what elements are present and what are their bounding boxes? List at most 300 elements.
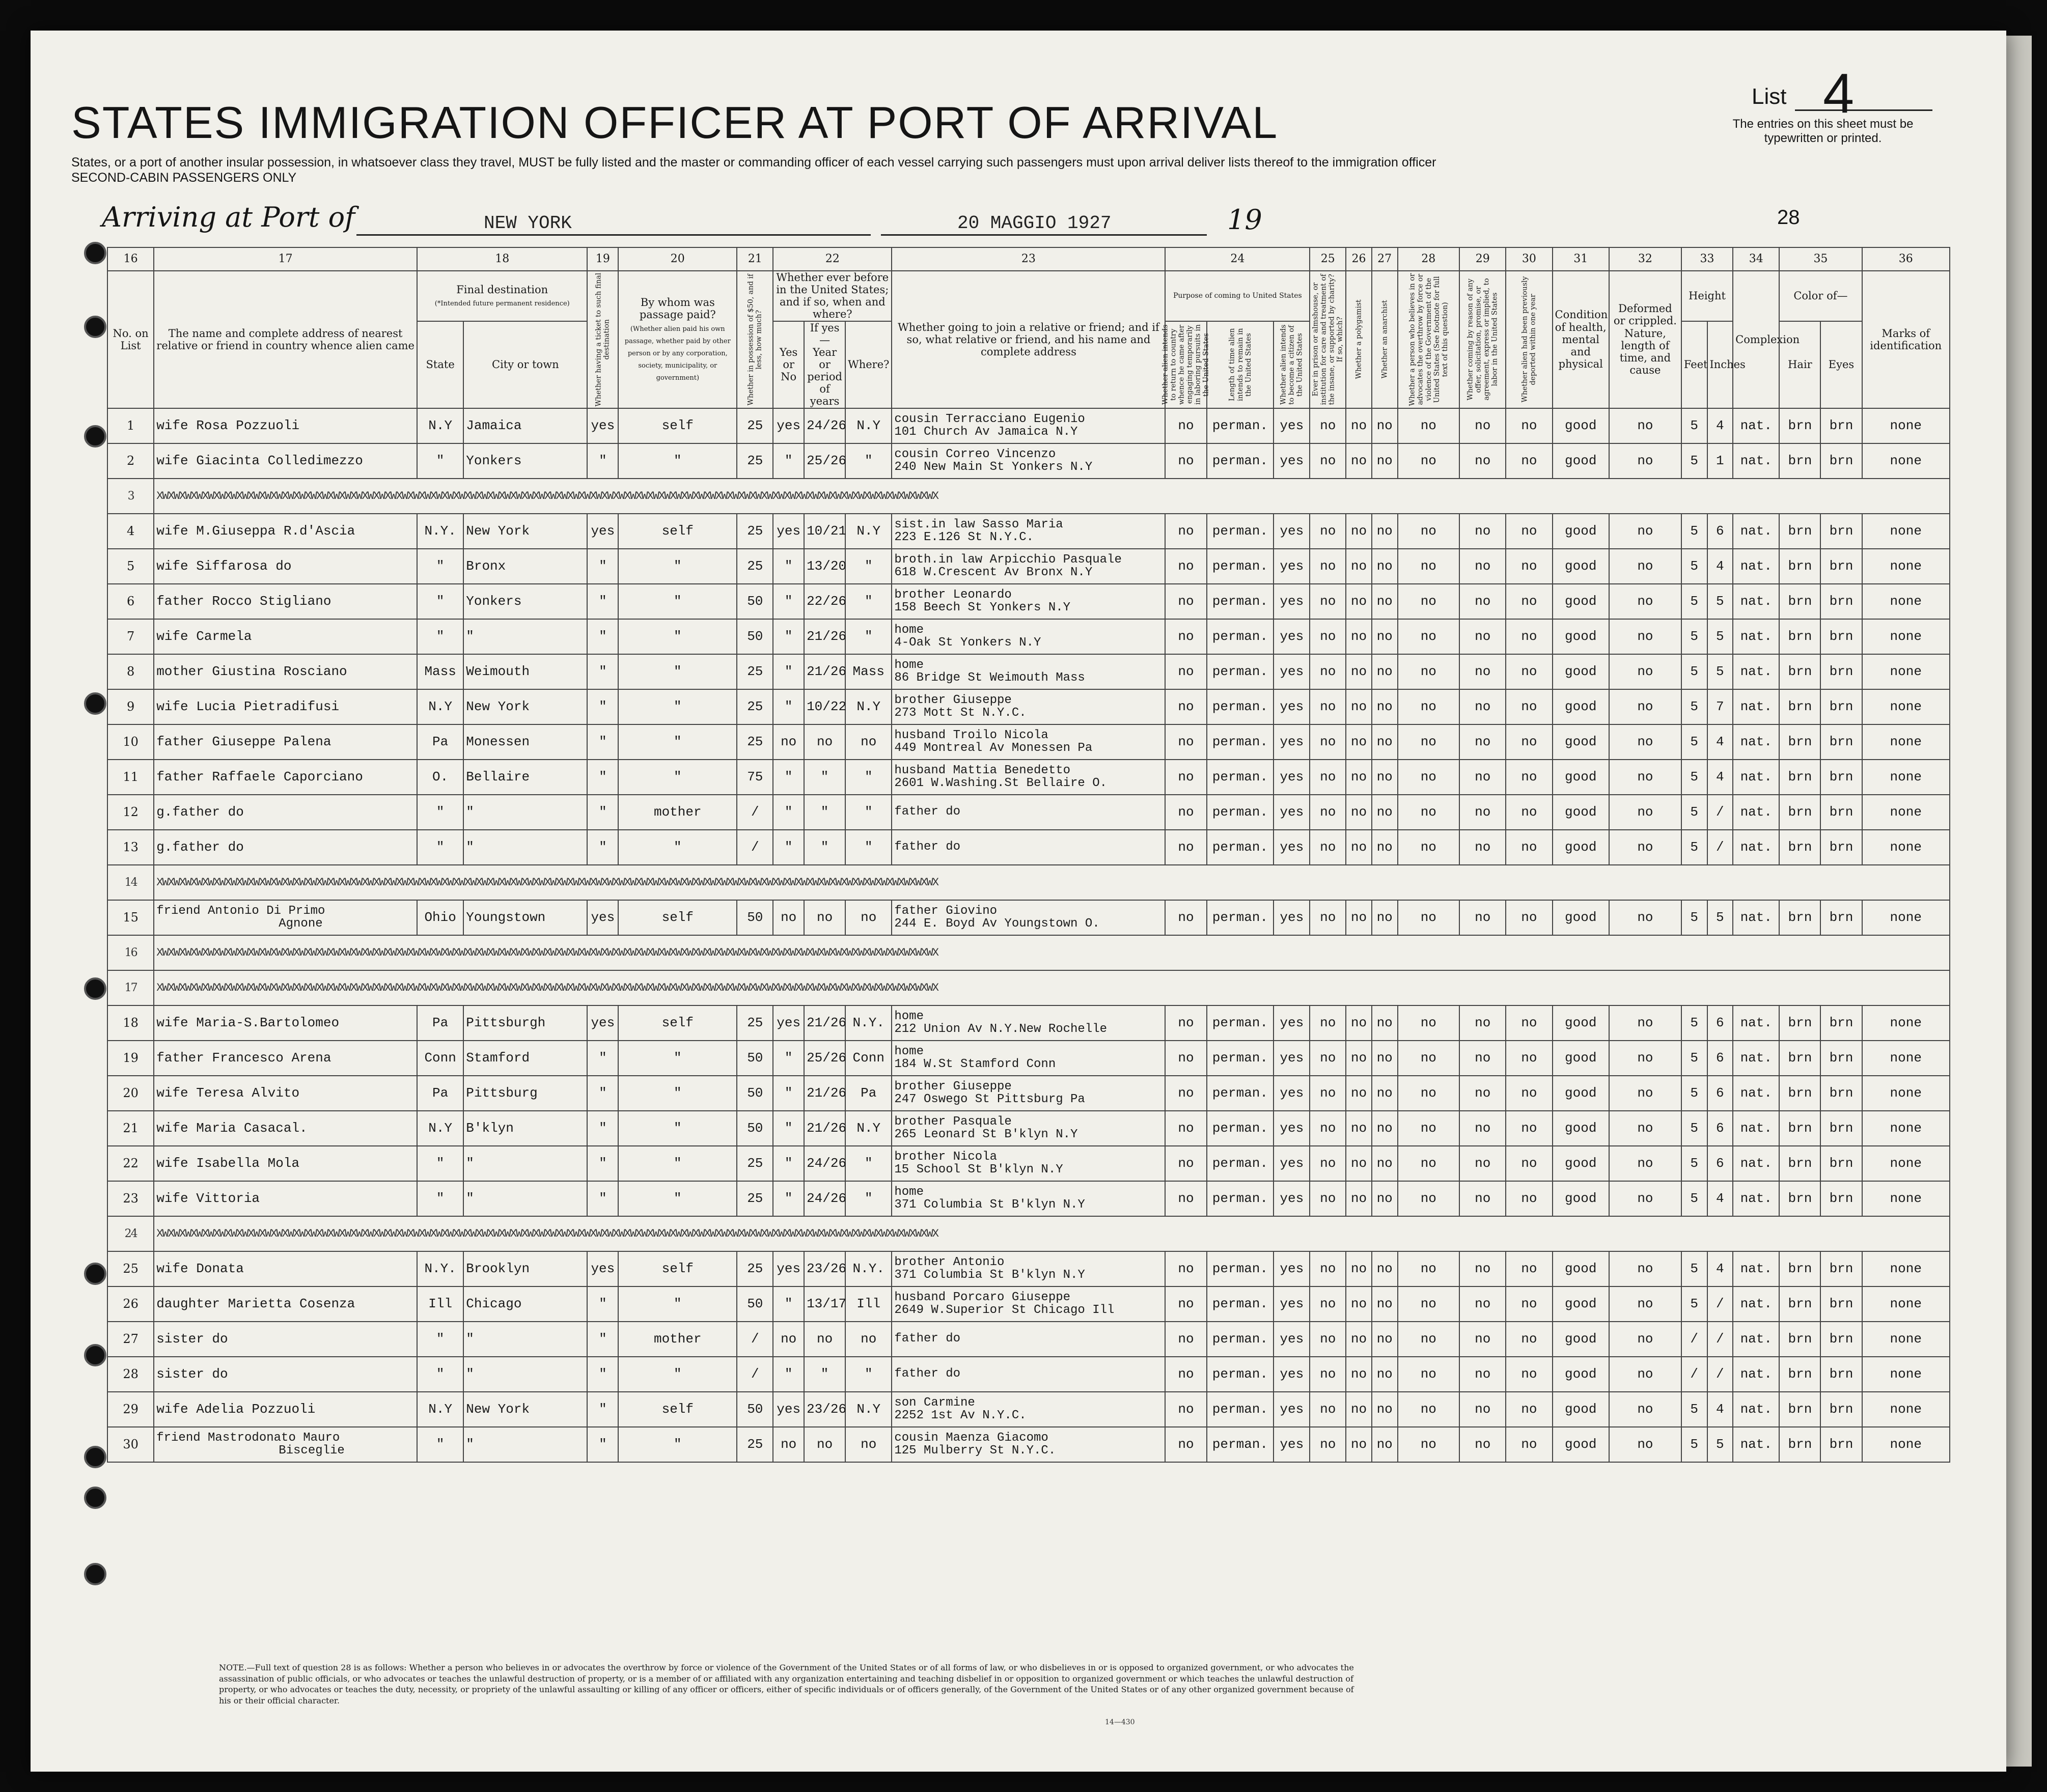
header-relative: The name and complete address of nearest relative or friend in country whence alien came xyxy=(154,271,417,408)
before-period-cell: 21/26 xyxy=(804,1005,845,1041)
length-cell: perman. xyxy=(1207,689,1274,724)
date-underline xyxy=(881,234,1207,236)
length-cell: perman. xyxy=(1207,1181,1274,1216)
eyes-cell: brn xyxy=(1820,549,1862,584)
anarchist-cell: no xyxy=(1372,443,1398,479)
return-cell: no xyxy=(1165,1427,1206,1462)
colnum: 19 xyxy=(587,247,618,271)
header-health: Condition of health, mental and physical xyxy=(1553,271,1609,408)
feet-cell: 5 xyxy=(1681,1076,1707,1111)
passage-label: By whom was passage paid? xyxy=(639,296,716,321)
eyes-cell: brn xyxy=(1820,514,1862,549)
feet-cell: 5 xyxy=(1681,619,1707,654)
table-row xyxy=(107,1357,1950,1392)
q29-cell: no xyxy=(1459,1076,1506,1111)
marks-cell: none xyxy=(1862,1251,1950,1286)
passage-cell: " xyxy=(618,1181,737,1216)
relative-cell: father Giuseppe Palena xyxy=(154,724,417,760)
citizen-cell: yes xyxy=(1274,549,1310,584)
table-row xyxy=(107,654,1950,689)
feet-cell: 5 xyxy=(1681,654,1707,689)
deformed-cell: no xyxy=(1609,1427,1681,1462)
state-cell: Pa xyxy=(417,1076,463,1111)
joining-name: husband Troilo Nicola xyxy=(894,728,1048,742)
colnum: 29 xyxy=(1459,247,1506,271)
complexion-cell: nat. xyxy=(1733,443,1779,479)
relative-cell: g.father do xyxy=(154,830,417,865)
marks-cell: none xyxy=(1862,1427,1950,1462)
joining-cell xyxy=(892,1251,1165,1286)
inches-cell: 6 xyxy=(1707,1146,1733,1181)
colnum: 26 xyxy=(1346,247,1372,271)
header-color-of: Color of— xyxy=(1779,271,1862,321)
row-number: 9 xyxy=(107,689,154,724)
row-number: 6 xyxy=(107,584,154,619)
money-cell: 25 xyxy=(737,1427,773,1462)
ticket-cell: yes xyxy=(587,1005,618,1041)
header-purpose: Purpose of coming to United States xyxy=(1165,271,1310,321)
deformed-cell: no xyxy=(1609,724,1681,760)
ticket-cell: yes xyxy=(587,1251,618,1286)
polygamist-cell: no xyxy=(1346,408,1372,443)
colnum: 34 xyxy=(1733,247,1779,271)
money-cell: 50 xyxy=(737,584,773,619)
health-cell: good xyxy=(1553,443,1609,479)
joining-name: cousin Maenza Giacomo xyxy=(894,1431,1048,1445)
row-number: 4 xyxy=(107,514,154,549)
hair-cell: brn xyxy=(1779,1427,1820,1462)
joining-cell xyxy=(892,443,1165,479)
length-cell: perman. xyxy=(1207,1392,1274,1427)
row-number: 22 xyxy=(107,1146,154,1181)
joining-cell xyxy=(892,549,1165,584)
q30-cell: no xyxy=(1506,619,1552,654)
citizen-cell: yes xyxy=(1274,443,1310,479)
manifest-body xyxy=(107,408,1950,1462)
polygamist-cell: no xyxy=(1346,1041,1372,1076)
q29-cell: no xyxy=(1459,1392,1506,1427)
city-cell: " xyxy=(463,830,587,865)
ticket-cell: " xyxy=(587,830,618,865)
colnum: 20 xyxy=(618,247,737,271)
eyes-cell: brn xyxy=(1820,1427,1862,1462)
health-cell: good xyxy=(1553,1146,1609,1181)
citizen-cell: yes xyxy=(1274,1076,1310,1111)
passage-cell: self xyxy=(618,514,737,549)
passage-note: (Whether alien paid his own passage, whether paid by other person or by any corporation, society, municipality, or government) xyxy=(624,325,731,382)
before-yes-no-cell: yes xyxy=(773,1251,804,1286)
hair-cell: brn xyxy=(1779,654,1820,689)
money-cell: 50 xyxy=(737,1041,773,1076)
inches-cell: 6 xyxy=(1707,514,1733,549)
polygamist-cell: no xyxy=(1346,1322,1372,1357)
city-cell: Pittsburg xyxy=(463,1076,587,1111)
before-yes-no-cell: " xyxy=(773,1286,804,1322)
q29-cell: no xyxy=(1459,1251,1506,1286)
complexion-cell: nat. xyxy=(1733,1322,1779,1357)
marks-cell: none xyxy=(1862,900,1950,935)
joining-name: father do xyxy=(894,805,960,819)
hair-cell: brn xyxy=(1779,408,1820,443)
citizen-cell: yes xyxy=(1274,900,1310,935)
feet-cell: 5 xyxy=(1681,689,1707,724)
list-label: List xyxy=(1752,84,1787,109)
health-cell: good xyxy=(1553,514,1609,549)
eyes-cell: brn xyxy=(1820,724,1862,760)
relative-line: friend Mastrodonato Mauro xyxy=(156,1431,340,1445)
table-row xyxy=(107,935,1950,970)
row-number: 3 xyxy=(107,479,154,514)
city-cell: " xyxy=(463,1322,587,1357)
deformed-cell: no xyxy=(1609,689,1681,724)
return-cell: no xyxy=(1165,1041,1206,1076)
complexion-cell: nat. xyxy=(1733,900,1779,935)
marks-cell: none xyxy=(1862,443,1950,479)
row-number: 29 xyxy=(107,1392,154,1427)
q30-cell: no xyxy=(1506,1427,1552,1462)
before-where-cell: N.Y. xyxy=(845,1005,892,1041)
joining-address: 244 E. Boyd Av Youngstown O. xyxy=(894,917,1100,931)
relative-cell: wife M.Giuseppa R.d'Ascia xyxy=(154,514,417,549)
polygamist-cell: no xyxy=(1346,724,1372,760)
health-cell: good xyxy=(1553,584,1609,619)
feet-cell: 5 xyxy=(1681,724,1707,760)
before-yes-no-cell: no xyxy=(773,900,804,935)
before-yes-no-cell: " xyxy=(773,795,804,830)
ticket-cell: " xyxy=(587,689,618,724)
joining-address: 101 Church Av Jamaica N.Y xyxy=(894,425,1078,439)
prison-cell: no xyxy=(1310,654,1346,689)
deformed-cell: no xyxy=(1609,443,1681,479)
q30-cell: no xyxy=(1506,584,1552,619)
money-cell: 25 xyxy=(737,549,773,584)
q28-cell: no xyxy=(1398,1041,1460,1076)
feet-cell: / xyxy=(1681,1357,1707,1392)
marks-cell: none xyxy=(1862,1286,1950,1322)
polygamist-cell: no xyxy=(1346,584,1372,619)
row-number: 13 xyxy=(107,830,154,865)
row-number: 15 xyxy=(107,900,154,935)
q28-cell: no xyxy=(1398,1005,1460,1041)
marks-cell: none xyxy=(1862,1111,1950,1146)
relative-cell: wife Rosa Pozzuoli xyxy=(154,408,417,443)
colnum: 32 xyxy=(1609,247,1681,271)
complexion-cell: nat. xyxy=(1733,514,1779,549)
q29-cell: no xyxy=(1459,584,1506,619)
money-cell: 50 xyxy=(737,900,773,935)
state-cell: " xyxy=(417,795,463,830)
q28-cell: no xyxy=(1398,1322,1460,1357)
relative-cell: wife Adelia Pozzuoli xyxy=(154,1392,417,1427)
table-row xyxy=(107,1216,1950,1251)
health-cell: good xyxy=(1553,408,1609,443)
citizen-cell: yes xyxy=(1274,619,1310,654)
return-cell: no xyxy=(1165,584,1206,619)
header-period xyxy=(804,321,845,408)
joining-name: father Giovino xyxy=(894,904,998,918)
row-number: 23 xyxy=(107,1181,154,1216)
marks-cell: none xyxy=(1862,689,1950,724)
struck-out-entry: XWXWXWXWXWXWXWXWXWXWXWXWXWXWXWXWXWXWXWXWXWXWXWXWXWXWXWXWXWXWXWXWXWXWXWXWXWXWXWXWXWXWXWXWXWXWXWXWXWXWXWXWXWXWXWXWXWXWXWXWXWXWXWXWXWXWXWXWX xyxy=(154,970,1950,1005)
arriving-label: Arriving at Port of xyxy=(102,201,355,233)
money-cell: 75 xyxy=(737,760,773,795)
polygamist-cell: no xyxy=(1346,900,1372,935)
hair-cell: brn xyxy=(1779,1357,1820,1392)
joining-cell xyxy=(892,1041,1165,1076)
state-cell: O. xyxy=(417,760,463,795)
prison-cell: no xyxy=(1310,1005,1346,1041)
before-period-cell: " xyxy=(804,830,845,865)
eyes-cell: brn xyxy=(1820,1111,1862,1146)
struck-out-entry: XWXWXWXWXWXWXWXWXWXWXWXWXWXWXWXWXWXWXWXWXWXWXWXWXWXWXWXWXWXWXWXWXWXWXWXWXWXWXWXWXWXWXWXWXWXWXWXWXWXWXWXWXWXWXWXWXWXWXWXWXWXWXWXWXWXWXWXWX xyxy=(154,865,1950,900)
port-underline xyxy=(356,234,871,236)
return-cell: no xyxy=(1165,830,1206,865)
length-cell: perman. xyxy=(1207,1076,1274,1111)
prison-cell: no xyxy=(1310,1111,1346,1146)
money-cell: 50 xyxy=(737,1286,773,1322)
q30-cell: no xyxy=(1506,1322,1552,1357)
q29-cell: no xyxy=(1459,514,1506,549)
length-cell: perman. xyxy=(1207,1005,1274,1041)
citizen-cell: yes xyxy=(1274,795,1310,830)
relative-cell: father Rocco Stigliano xyxy=(154,584,417,619)
table-row xyxy=(107,1005,1950,1041)
city-cell: " xyxy=(463,795,587,830)
health-cell: good xyxy=(1553,549,1609,584)
prison-cell: no xyxy=(1310,1427,1346,1462)
complexion-cell: nat. xyxy=(1733,1392,1779,1427)
prison-cell: no xyxy=(1310,689,1346,724)
health-cell: good xyxy=(1553,654,1609,689)
before-where-cell: no xyxy=(845,900,892,935)
q28-cell: no xyxy=(1398,514,1460,549)
eyes-cell: brn xyxy=(1820,1041,1862,1076)
joining-name: cousin Correo Vincenzo xyxy=(894,447,1056,461)
before-where-cell: Conn xyxy=(845,1041,892,1076)
q29-cell: no xyxy=(1459,1286,1506,1322)
q30-cell: no xyxy=(1506,689,1552,724)
table-row xyxy=(107,619,1950,654)
citizen-cell: yes xyxy=(1274,1392,1310,1427)
eyes-cell: brn xyxy=(1820,1286,1862,1322)
health-cell: good xyxy=(1553,795,1609,830)
joining-name: home xyxy=(894,623,924,637)
return-cell: no xyxy=(1165,689,1206,724)
eyes-cell: brn xyxy=(1820,619,1862,654)
table-row xyxy=(107,514,1950,549)
anarchist-cell: no xyxy=(1372,619,1398,654)
header-before-in-us: Whether ever before in the United States; and if so, when and where? xyxy=(773,271,892,321)
citizen-cell: yes xyxy=(1274,689,1310,724)
passage-cell: " xyxy=(618,654,737,689)
hair-cell: brn xyxy=(1779,724,1820,760)
money-cell: 50 xyxy=(737,619,773,654)
header-marks: Marks of identification xyxy=(1862,271,1950,408)
ticket-cell: " xyxy=(587,443,618,479)
relative-cell: sister do xyxy=(154,1357,417,1392)
eyes-cell: brn xyxy=(1820,1005,1862,1041)
before-yes-no-cell: " xyxy=(773,654,804,689)
complexion-cell: nat. xyxy=(1733,1286,1779,1322)
citizen-cell: yes xyxy=(1274,654,1310,689)
ticket-cell: " xyxy=(587,724,618,760)
ticket-cell: " xyxy=(587,1322,618,1357)
before-period-cell: 21/26 xyxy=(804,1111,845,1146)
eyes-cell: brn xyxy=(1820,1146,1862,1181)
citizen-cell: yes xyxy=(1274,1357,1310,1392)
joining-cell xyxy=(892,1286,1165,1322)
deformed-cell: no xyxy=(1609,1322,1681,1357)
marks-cell: none xyxy=(1862,795,1950,830)
q29-cell: no xyxy=(1459,689,1506,724)
length-cell: perman. xyxy=(1207,1111,1274,1146)
passage-cell: " xyxy=(618,689,737,724)
relative-cell: wife Carmela xyxy=(154,619,417,654)
prison-cell: no xyxy=(1310,1322,1346,1357)
marks-cell: none xyxy=(1862,1392,1950,1427)
prison-cell: no xyxy=(1310,1076,1346,1111)
citizen-cell: yes xyxy=(1274,408,1310,443)
joining-name: brother Giuseppe xyxy=(894,693,1012,707)
complexion-cell: nat. xyxy=(1733,795,1779,830)
q30-cell: no xyxy=(1506,549,1552,584)
before-period-cell: " xyxy=(804,1357,845,1392)
marks-cell: none xyxy=(1862,584,1950,619)
prison-cell: no xyxy=(1310,1392,1346,1427)
polygamist-cell: no xyxy=(1346,689,1372,724)
struck-out-entry: XWXWXWXWXWXWXWXWXWXWXWXWXWXWXWXWXWXWXWXWXWXWXWXWXWXWXWXWXWXWXWXWXWXWXWXWXWXWXWXWXWXWXWXWXWXWXWXWXWXWXWXWXWXWXWXWXWXWXWXWXWXWXWXWXWXWXWXWX xyxy=(154,479,1950,514)
table-row xyxy=(107,549,1950,584)
hair-cell: brn xyxy=(1779,1005,1820,1041)
q28-cell: no xyxy=(1398,830,1460,865)
header-q30: Whether alien had been previously deported within one year xyxy=(1506,271,1552,408)
return-cell: no xyxy=(1165,619,1206,654)
binder-hole xyxy=(84,425,106,447)
colnum: 35 xyxy=(1779,247,1862,271)
city-cell: Monessen xyxy=(463,724,587,760)
relative-cell xyxy=(154,1427,417,1462)
polygamist-cell: no xyxy=(1346,1146,1372,1181)
feet-cell: 5 xyxy=(1681,549,1707,584)
table-row xyxy=(107,760,1950,795)
joining-address: 618 W.Crescent Av Bronx N.Y xyxy=(894,566,1093,580)
health-cell: good xyxy=(1553,1357,1609,1392)
before-period-cell: 24/26 xyxy=(804,1181,845,1216)
before-yes-no-cell: " xyxy=(773,549,804,584)
complexion-cell: nat. xyxy=(1733,408,1779,443)
health-cell: good xyxy=(1553,724,1609,760)
q28-cell: no xyxy=(1398,900,1460,935)
joining-cell xyxy=(892,1392,1165,1427)
q30-cell: no xyxy=(1506,795,1552,830)
row-number: 20 xyxy=(107,1076,154,1111)
marks-cell: none xyxy=(1862,654,1950,689)
relative-place: Bisceglie xyxy=(279,1444,345,1458)
before-where-cell: Mass xyxy=(845,654,892,689)
deformed-cell: no xyxy=(1609,1005,1681,1041)
citizen-cell: yes xyxy=(1274,830,1310,865)
inches-cell: 4 xyxy=(1707,760,1733,795)
hair-cell: brn xyxy=(1779,795,1820,830)
before-yes-no-cell: yes xyxy=(773,1005,804,1041)
prison-cell: no xyxy=(1310,443,1346,479)
joining-address: 273 Mott St N.Y.C. xyxy=(894,706,1027,720)
before-period-cell: no xyxy=(804,900,845,935)
health-cell: good xyxy=(1553,1286,1609,1322)
q30-cell: no xyxy=(1506,1251,1552,1286)
q30-cell: no xyxy=(1506,654,1552,689)
hair-cell: brn xyxy=(1779,1286,1820,1322)
joining-address: 212 Union Av N.Y.New Rochelle xyxy=(894,1022,1108,1037)
before-period-cell: 10/22 xyxy=(804,689,845,724)
table-row xyxy=(107,584,1950,619)
table-row xyxy=(107,1427,1950,1462)
relative-cell: sister do xyxy=(154,1322,417,1357)
passage-cell: " xyxy=(618,1427,737,1462)
joining-cell xyxy=(892,1357,1165,1392)
colnum: 22 xyxy=(773,247,892,271)
relative-cell: wife Lucia Pietradifusi xyxy=(154,689,417,724)
q29-cell: no xyxy=(1459,619,1506,654)
q28-cell: no xyxy=(1398,1111,1460,1146)
q29-cell: no xyxy=(1459,1041,1506,1076)
table-row xyxy=(107,1146,1950,1181)
citizen-cell: yes xyxy=(1274,1005,1310,1041)
table-row xyxy=(107,724,1950,760)
length-cell: perman. xyxy=(1207,514,1274,549)
marks-cell: none xyxy=(1862,1005,1950,1041)
passage-cell: " xyxy=(618,1041,737,1076)
q28-cell: no xyxy=(1398,619,1460,654)
joining-address: 265 Leonard St B'klyn N.Y xyxy=(894,1128,1078,1142)
anarchist-cell: no xyxy=(1372,1251,1398,1286)
health-cell: good xyxy=(1553,1111,1609,1146)
complexion-cell: nat. xyxy=(1733,1111,1779,1146)
length-cell: perman. xyxy=(1207,1146,1274,1181)
feet-cell: 5 xyxy=(1681,1392,1707,1427)
colnum: 28 xyxy=(1398,247,1460,271)
length-cell: perman. xyxy=(1207,654,1274,689)
final-destination-note: (*Intended future permanent residence) xyxy=(434,300,570,308)
q28-cell: no xyxy=(1398,549,1460,584)
length-cell: perman. xyxy=(1207,760,1274,795)
prison-cell: no xyxy=(1310,1251,1346,1286)
inches-cell: 6 xyxy=(1707,1076,1733,1111)
polygamist-cell: no xyxy=(1346,1181,1372,1216)
before-yes-no-cell: no xyxy=(773,724,804,760)
feet-cell: 5 xyxy=(1681,900,1707,935)
colnum: 24 xyxy=(1165,247,1310,271)
relative-line: friend Antonio Di Primo xyxy=(156,904,325,918)
q30-cell: no xyxy=(1506,1181,1552,1216)
q29-cell: no xyxy=(1459,724,1506,760)
joining-cell xyxy=(892,1322,1165,1357)
inches-cell: 6 xyxy=(1707,1041,1733,1076)
relative-cell: wife Maria Casacal. xyxy=(154,1111,417,1146)
state-cell: N.Y. xyxy=(417,1251,463,1286)
joining-cell xyxy=(892,514,1165,549)
state-cell: Pa xyxy=(417,1005,463,1041)
complexion-cell: nat. xyxy=(1733,1146,1779,1181)
state-cell: " xyxy=(417,443,463,479)
deformed-cell: no xyxy=(1609,408,1681,443)
table-row xyxy=(107,1181,1950,1216)
before-where-cell: " xyxy=(845,619,892,654)
colnum: 30 xyxy=(1506,247,1552,271)
prison-cell: no xyxy=(1310,830,1346,865)
row-number: 5 xyxy=(107,549,154,584)
hair-cell: brn xyxy=(1779,760,1820,795)
